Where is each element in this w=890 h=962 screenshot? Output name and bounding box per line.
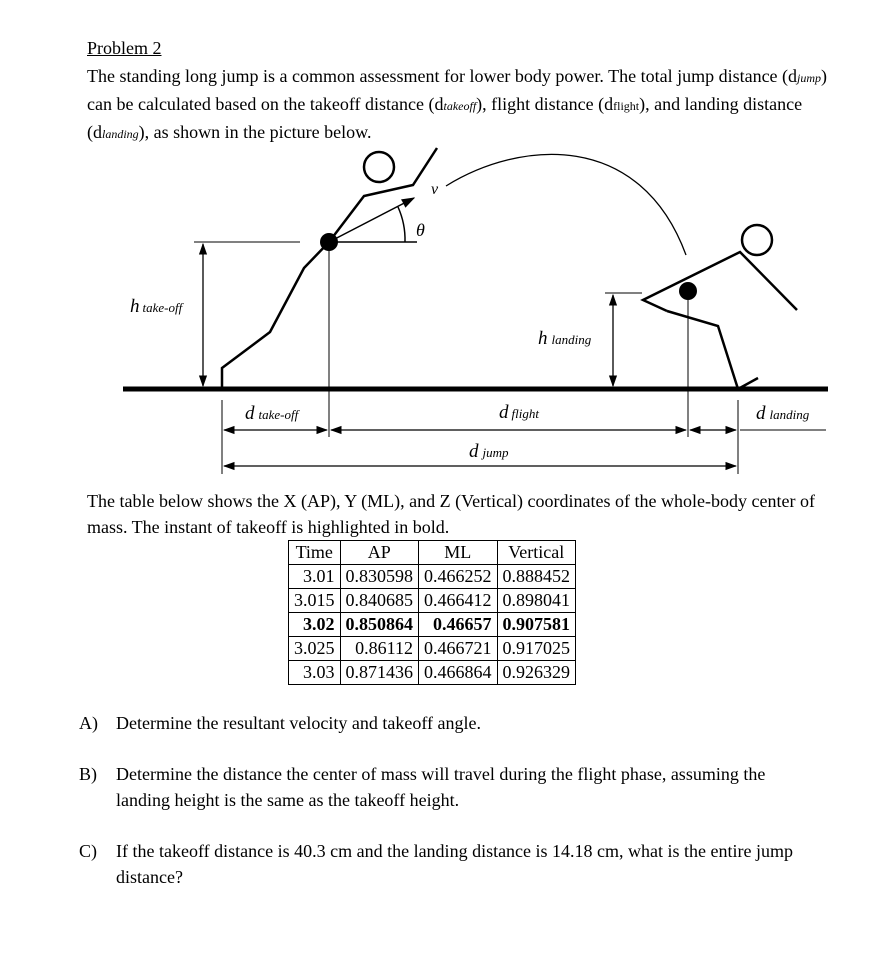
takeoff-head bbox=[364, 152, 394, 182]
cell-time: 3.01 bbox=[289, 565, 341, 589]
cell-time: 3.025 bbox=[289, 637, 341, 661]
cell-ml: 0.466721 bbox=[419, 637, 498, 661]
table-header-row bbox=[289, 541, 576, 565]
cell-ml: 0.466864 bbox=[419, 661, 498, 685]
table-row bbox=[289, 661, 576, 685]
angle-arc bbox=[398, 207, 405, 242]
table-row-takeoff bbox=[289, 613, 576, 637]
cell-ap: 0.850864 bbox=[340, 613, 419, 637]
question-b-letter: B) bbox=[79, 764, 97, 784]
header-time: Time bbox=[289, 541, 341, 565]
table-row bbox=[289, 565, 576, 589]
header-ap: AP bbox=[340, 541, 419, 565]
cell-vertical: 0.907581 bbox=[497, 613, 576, 637]
cell-ap: 0.871436 bbox=[340, 661, 419, 685]
cell-time: 3.015 bbox=[289, 589, 341, 613]
header-ml: ML bbox=[419, 541, 498, 565]
jump-diagram bbox=[0, 0, 890, 480]
sub-flight: flight bbox=[613, 99, 640, 113]
cell-ap: 0.840685 bbox=[340, 589, 419, 613]
d-takeoff-label: d take-off bbox=[245, 403, 299, 424]
sub-landing: landing bbox=[102, 127, 139, 141]
cell-time: 3.02 bbox=[289, 613, 341, 637]
landing-legs bbox=[667, 311, 758, 389]
cell-ap: 0.830598 bbox=[340, 565, 419, 589]
cell-ap: 0.86112 bbox=[340, 637, 419, 661]
cell-ml: 0.466252 bbox=[419, 565, 498, 589]
landing-arms bbox=[643, 252, 797, 311]
problem-intro: The standing long jump is a common assessment for lower body power. The total jump distance (djump) can be calculated based on the takeoff distance (dtakeoff), flight distance (dflight), and landing distance (dlanding), as shown in the picture below. bbox=[87, 66, 828, 142]
cell-ml: 0.466412 bbox=[419, 589, 498, 613]
landing-head bbox=[742, 225, 772, 255]
question-c-text: If the takeoff distance is 40.3 cm and the landing distance is 14.18 cm, what is the entire jump distance? bbox=[116, 841, 793, 887]
velocity-arrow bbox=[329, 198, 414, 242]
velocity-label: v bbox=[431, 181, 439, 198]
h-landing-label: h landing bbox=[538, 328, 592, 349]
question-b bbox=[79, 761, 819, 813]
table-row bbox=[289, 589, 576, 613]
sub-jump: jump bbox=[797, 71, 822, 85]
cell-time: 3.03 bbox=[289, 661, 341, 685]
problem-title: Problem 2 bbox=[87, 38, 162, 58]
question-c bbox=[79, 838, 819, 890]
question-c-letter: C) bbox=[79, 841, 97, 861]
question-a-letter: A) bbox=[79, 713, 98, 733]
h-takeoff-label: h take-off bbox=[130, 296, 183, 317]
cell-ml: 0.46657 bbox=[419, 613, 498, 637]
d-flight-label: d flight bbox=[499, 402, 539, 423]
table-intro: The table below shows the X (AP), Y (ML), and Z (Vertical) coordinates of the whole-body center of mass. The instant of takeoff is highlighted in bold. bbox=[87, 491, 815, 537]
d-landing-label: d landing bbox=[756, 403, 810, 424]
sub-takeoff: takeoff bbox=[443, 99, 477, 113]
table-row bbox=[289, 637, 576, 661]
com-coordinates-table bbox=[288, 540, 576, 685]
landing-figure bbox=[643, 225, 797, 389]
cell-vertical: 0.926329 bbox=[497, 661, 576, 685]
cell-vertical: 0.917025 bbox=[497, 637, 576, 661]
flight-trajectory bbox=[446, 154, 686, 255]
question-a-text: Determine the resultant velocity and takeoff angle. bbox=[116, 713, 482, 733]
question-b-text: Determine the distance the center of mass will travel during the flight phase, assuming the landing height is the same as the takeoff height. bbox=[116, 764, 766, 810]
cell-vertical: 0.888452 bbox=[497, 565, 576, 589]
header-vertical: Vertical bbox=[497, 541, 576, 565]
takeoff-legs bbox=[222, 242, 329, 389]
d-jump-label: d jump bbox=[469, 441, 509, 462]
landing-com-point bbox=[679, 282, 697, 300]
question-a bbox=[79, 710, 819, 736]
theta-label: θ bbox=[416, 220, 425, 240]
cell-vertical: 0.898041 bbox=[497, 589, 576, 613]
